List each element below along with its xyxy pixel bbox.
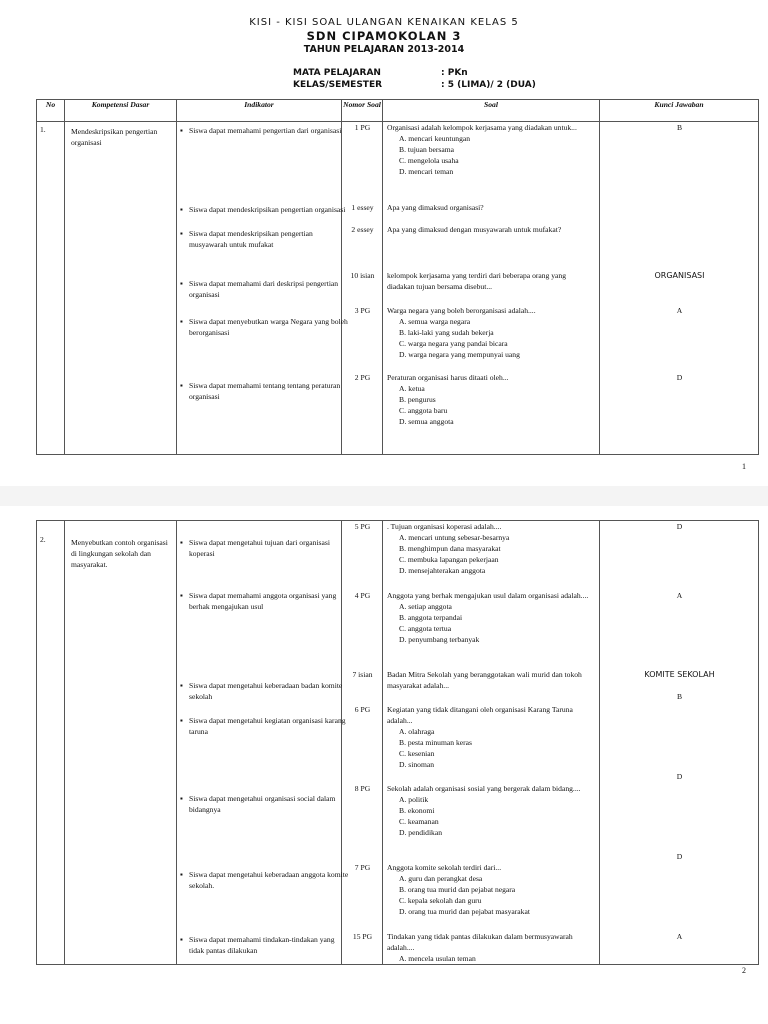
academic-year: TAHUN PELAJARAN 2013-2014 — [303, 44, 465, 55]
answer-option: C. warga negara yang pandai bicara — [399, 339, 508, 348]
answer-option: A. olahraga — [399, 727, 435, 736]
question-text: Tindakan yang tidak pantas dilakukan dalam bermusyawarah adalah.... — [387, 932, 573, 952]
answer-option: D. sinoman — [399, 760, 435, 769]
nomor-soal: 10 isian — [350, 271, 375, 280]
nomor-soal: 3 PG — [354, 306, 371, 315]
question-text: Sekolah adalah organisasi sosial yang bergerak dalam bidang.... — [387, 784, 581, 793]
nomor-soal: 15 PG — [352, 932, 373, 941]
indikator-item: ▪ Siswa dapat mengetahui organisasi social dalam bidangnya — [180, 793, 349, 815]
subject-label: MATA PELAJARAN — [293, 68, 381, 78]
indikator-item: ▪ Siswa dapat mengetahui keberadaan badan komite sekolah — [180, 680, 349, 702]
answer-option: B. menghimpun dana masyarakat — [399, 544, 501, 553]
answer-option: B. ekonomi — [399, 806, 435, 815]
answer-key: B — [676, 692, 683, 701]
answer-option: B. anggota terpandai — [399, 613, 463, 622]
nomor-soal: 1 essey — [351, 203, 374, 212]
answer-key: D — [676, 373, 683, 382]
column-header: No — [37, 100, 65, 122]
indikator-item: ▪ Siswa dapat menyebutkan warga Negara yang boleh berorganisasi — [180, 316, 349, 338]
indikator-item: ▪ Siswa dapat mengetahui kegiatan organisasi karang taruna — [180, 715, 349, 737]
answer-option: D. mensejahterakan anggota — [399, 566, 486, 575]
table-header-row — [37, 100, 759, 122]
question-text: Warga negara yang boleh berorganisasi adalah.... — [387, 306, 536, 315]
answer-key: A — [676, 932, 683, 941]
answer-key: ORGANISASI — [654, 271, 705, 280]
answer-option: A. mencari keuntungan — [399, 134, 471, 143]
answer-key: A — [676, 591, 683, 600]
answer-option: B. laki-laki yang sudah bekerja — [399, 328, 494, 337]
soal-item — [387, 122, 595, 177]
question-text: Apa yang dimaksud organisasi? — [387, 203, 484, 212]
question-text: . Tujuan organisasi koperasi adalah.... — [387, 522, 502, 531]
soal-item — [387, 590, 595, 645]
question-text: Anggota komite sekolah terdiri dari... — [387, 863, 502, 872]
answer-option: A. politik — [399, 795, 429, 804]
indikator-item: ▪ Siswa dapat memahami anggota organisasi yang berhak mengajukan usul — [180, 590, 349, 612]
kompetensi-dasar: Mendeskripsikan pengertian organisasi — [71, 127, 158, 147]
answer-option: C. membuka lapangan pekerjaan — [399, 555, 499, 564]
column-header: Nomor Soal — [342, 100, 383, 122]
nomor-soal: 4 PG — [354, 591, 371, 600]
page-number: 1 — [742, 462, 746, 471]
indikator-item: ▪ Siswa dapat mengetahui tujuan dari organisasi koperasi — [180, 537, 349, 559]
answer-option: A. guru dan perangkat desa — [399, 874, 483, 883]
answer-option: C. kepala sekolah dan guru — [399, 896, 482, 905]
answer-option: A. semua warga negara — [399, 317, 471, 326]
answer-option: D. warga negara yang mempunyai uang — [399, 350, 520, 359]
answer-key: A — [676, 306, 683, 315]
column-header: Kompetensi Dasar — [65, 100, 177, 122]
soal-item — [387, 704, 595, 770]
class-label: KELAS/SEMESTER — [293, 80, 383, 90]
answer-key: B — [676, 123, 683, 132]
column-header: Soal — [383, 100, 600, 122]
kisi-table-page-2 — [36, 520, 759, 965]
soal-item — [387, 783, 595, 838]
nomor-soal: 7 isian — [352, 670, 373, 679]
answer-option: D. mencari teman — [399, 167, 454, 176]
answer-option: C. anggota baru — [399, 406, 448, 415]
answer-option: B. tujuan bersama — [399, 145, 455, 154]
nomor-soal: 5 PG — [354, 522, 371, 531]
row-number: 1. — [40, 125, 46, 134]
document-title: KISI - KISI SOAL ULANGAN KENAIKAN KELAS 5 — [249, 17, 519, 28]
indikator-item: ▪ Siswa dapat mengetahui keberadaan anggota komite sekolah. — [180, 869, 349, 891]
nomor-soal: 7 PG — [354, 863, 371, 872]
answer-option: D. semua anggota — [399, 417, 454, 426]
question-text: Kegiatan yang tidak ditangani oleh organisasi Karang Taruna adalah... — [387, 705, 573, 725]
table-row — [37, 122, 759, 455]
soal-item — [387, 521, 595, 576]
indikator-item: ▪ Siswa dapat memahami tentang tentang peraturan organisasi — [180, 380, 349, 402]
column-header: Kunci Jawaban — [600, 100, 759, 122]
soal-item — [387, 862, 595, 917]
indikator-item: ▪ Siswa dapat mendeskripsikan pengertian musyawarah untuk mufakat — [180, 228, 349, 250]
school-name: SDN CIPAMOKOLAN 3 — [306, 29, 462, 43]
soal-item — [387, 372, 595, 427]
answer-option: B. orang tua murid dan pejabat negara — [399, 885, 516, 894]
nomor-soal: 1 PG — [354, 123, 371, 132]
question-text: Peraturan organisasi harus ditaati oleh... — [387, 373, 509, 382]
question-text: Anggota yang berhak mengajukan usul dalam organisasi adalah.... — [387, 591, 589, 600]
answer-option: A. ketua — [399, 384, 425, 393]
nomor-soal: 2 PG — [354, 373, 371, 382]
document-page-2 — [0, 506, 768, 1024]
answer-option: C. mengelola usaha — [399, 156, 459, 165]
document-page-1 — [0, 0, 768, 486]
page-number: 2 — [742, 966, 746, 975]
nomor-soal: 6 PG — [354, 705, 371, 714]
indikator-item: ▪ Siswa dapat memahami pengertian dari organisasi — [180, 125, 349, 136]
soal-item — [387, 931, 595, 964]
answer-option: C. kesenian — [399, 749, 435, 758]
class-value: : 5 (LIMA)/ 2 (DUA) — [441, 80, 536, 90]
nomor-soal: 8 PG — [354, 784, 371, 793]
answer-key: D — [676, 522, 683, 531]
answer-option: C. anggota tertua — [399, 624, 452, 633]
answer-option: D. orang tua murid dan pejabat masyarakat — [399, 907, 530, 916]
indikator-item: ▪ Siswa dapat memahami dari deskripsi pengertian organisasi — [180, 278, 349, 300]
answer-option: A. setiap anggota — [399, 602, 452, 611]
question-text: kelompok kerjasama yang terdiri dari beberapa orang yang diadakan tujuan bersama disebut... — [387, 271, 567, 291]
question-text: Apa yang dimaksud dengan musyawarah untuk mufakat? — [387, 225, 562, 234]
indikator-item: ▪ Siswa dapat mendeskripsikan pengertian organisasi — [180, 204, 349, 215]
answer-option: D. penyumbang terbanyak — [399, 635, 480, 644]
answer-option: D. pendidikan — [399, 828, 443, 837]
soal-item — [387, 305, 595, 360]
nomor-soal: 2 essey — [351, 225, 374, 234]
row-number: 2. — [40, 535, 46, 544]
kisi-table-page-1 — [36, 99, 759, 455]
answer-key: KOMITE SEKOLAH — [644, 670, 715, 679]
answer-key: D — [676, 852, 683, 861]
table-row — [37, 521, 759, 965]
question-text: Badan Mitra Sekolah yang beranggotakan wali murid dan tokoh masyarakat adalah... — [387, 670, 582, 690]
answer-option: B. pesta minuman keras — [399, 738, 472, 747]
column-header: Indikator — [177, 100, 342, 122]
answer-key: D — [676, 772, 683, 781]
indikator-item: ▪ Siswa dapat memahami tindakan-tindakan yang tidak pantas dilakukan — [180, 934, 349, 956]
answer-option: C. keamanan — [399, 817, 439, 826]
answer-option: A. mencela usulan teman — [399, 954, 476, 963]
kompetensi-dasar: Menyebutkan contoh organisasi di lingkungan sekolah dan masyarakat. — [71, 538, 168, 569]
answer-option: B. pengurus — [399, 395, 436, 404]
answer-option: A. mencari untung sebesar-besarnya — [399, 533, 510, 542]
question-text: Organisasi adalah kelompok kerjasama yang diadakan untuk... — [387, 123, 577, 132]
subject-value: : PKn — [441, 68, 468, 78]
